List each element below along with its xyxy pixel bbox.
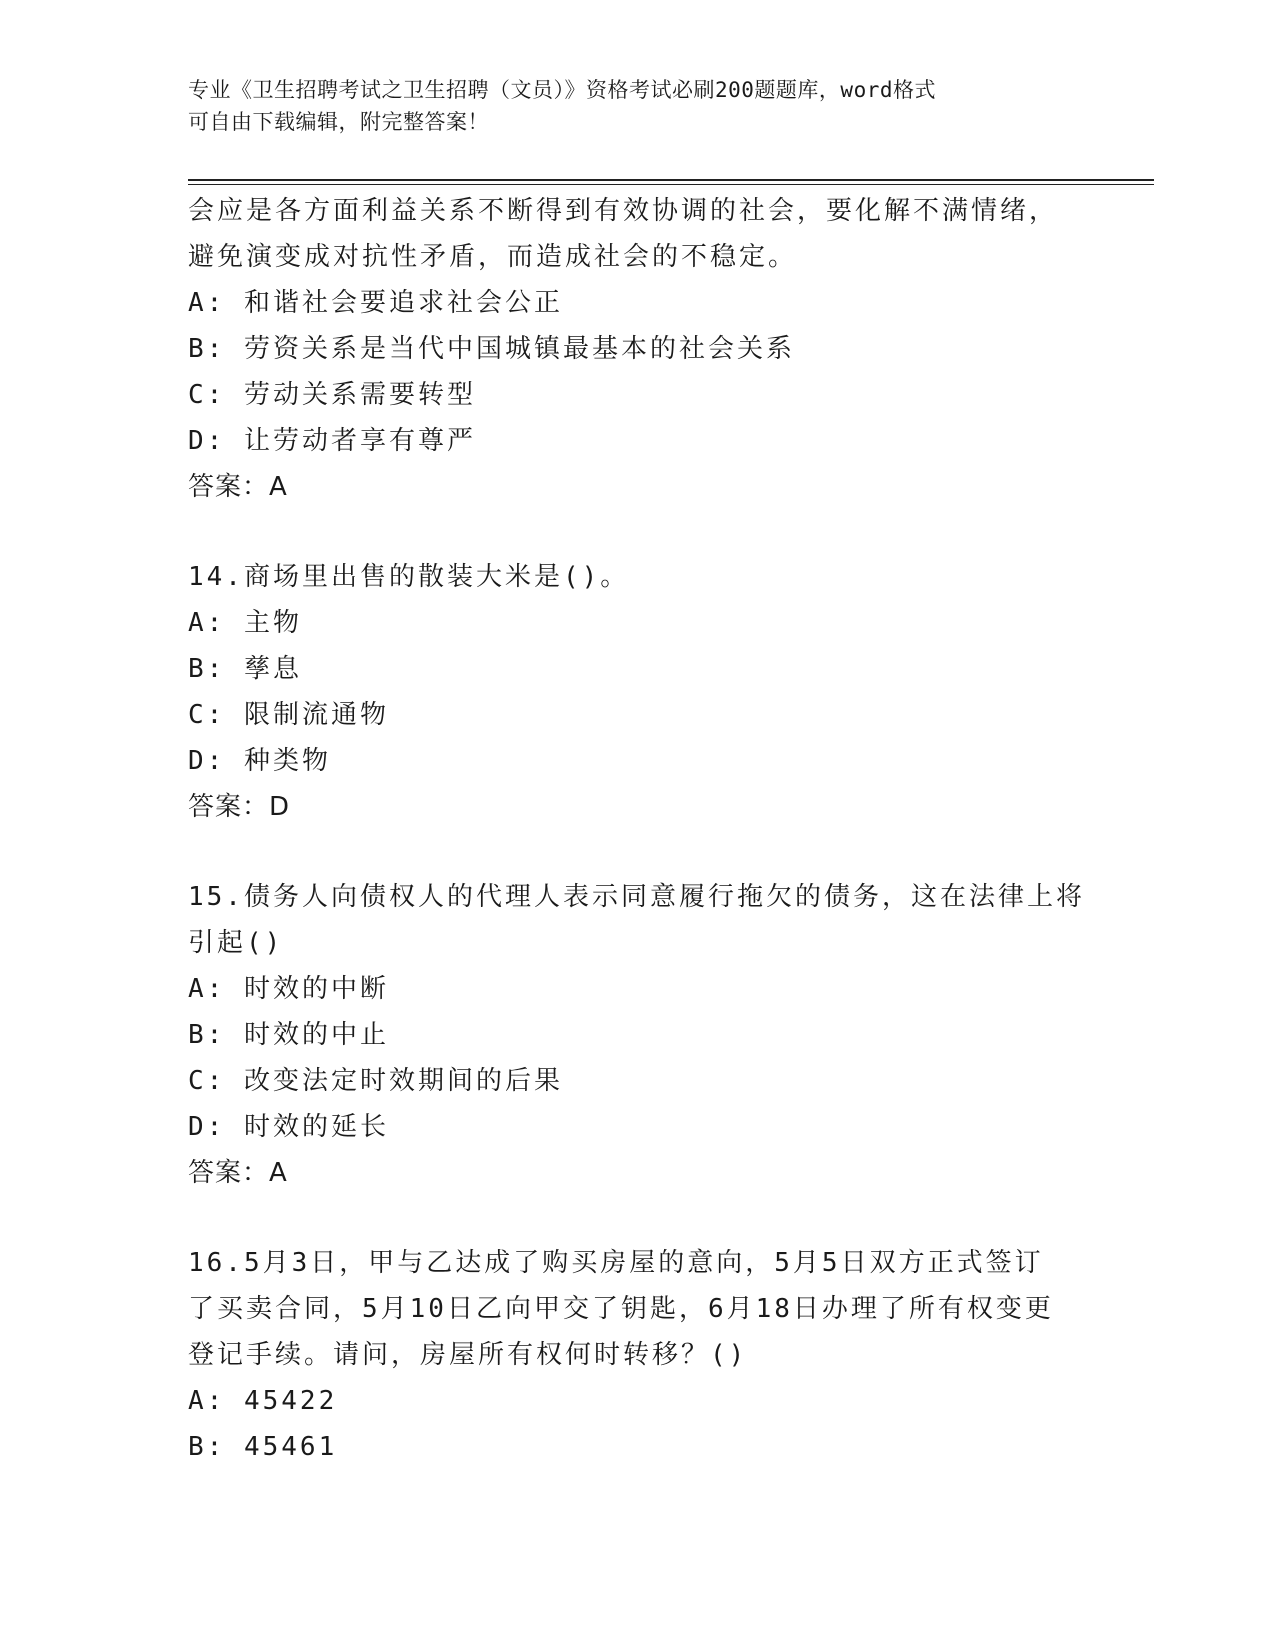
question-13 — [188, 188, 1088, 510]
spacer — [188, 510, 1088, 554]
option-d: D: 种类物 — [188, 746, 331, 776]
spacer — [188, 830, 1088, 874]
option-a: A: 主物 — [188, 608, 302, 638]
question-stem-line: 16.5月3日，甲与乙达成了购买房屋的意向，5月5日双方正式签订 — [188, 1248, 1044, 1278]
option-a: A: 和谐社会要追求社会公正 — [188, 288, 563, 318]
answer-line: 答案：A — [188, 1158, 288, 1188]
header-line-2: 可自由下载编辑，附完整答案！ — [188, 110, 489, 134]
option-d: D: 让劳动者享有尊严 — [188, 426, 476, 456]
question-stem-line: 了买卖合同，5月10日乙向甲交了钥匙，6月18日办理了所有权变更 — [188, 1294, 1054, 1324]
question-stem-line: 避免演变成对抗性矛盾，而造成社会的不稳定。 — [188, 242, 798, 272]
answer-line: 答案：D — [188, 792, 291, 822]
question-stem-line: 引起() — [188, 928, 284, 958]
header-rule-thin — [188, 184, 1154, 185]
answer-line: 答案：A — [188, 472, 288, 502]
option-b: B: 45461 — [188, 1432, 338, 1462]
question-list — [188, 188, 1088, 1470]
option-c: C: 限制流通物 — [188, 700, 389, 730]
option-c: C: 劳动关系需要转型 — [188, 380, 476, 410]
spacer — [188, 1196, 1088, 1240]
question-16 — [188, 1240, 1088, 1470]
question-stem-line: 14.商场里出售的散装大米是()。 — [188, 562, 630, 592]
option-b: B: 时效的中止 — [188, 1020, 389, 1050]
header-rule-thick — [188, 179, 1154, 181]
header-line-1: 专业《卫生招聘考试之卫生招聘（文员）》资格考试必刷200题题库，word格式 — [188, 78, 936, 102]
option-a: A: 45422 — [188, 1386, 338, 1416]
question-stem-line: 登记手续。请问，房屋所有权何时转移？() — [188, 1340, 748, 1370]
question-14 — [188, 554, 1088, 830]
option-d: D: 时效的延长 — [188, 1112, 389, 1142]
option-b: B: 孳息 — [188, 654, 302, 684]
question-stem-line: 15.债务人向债权人的代理人表示同意履行拖欠的债务，这在法律上将 — [188, 882, 1085, 912]
document-header — [188, 74, 1088, 138]
option-a: A: 时效的中断 — [188, 974, 389, 1004]
option-c: C: 改变法定时效期间的后果 — [188, 1066, 563, 1096]
question-stem-line: 会应是各方面利益关系不断得到有效协调的社会，要化解不满情绪， — [188, 196, 1059, 226]
question-15 — [188, 874, 1088, 1196]
option-b: B: 劳资关系是当代中国城镇最基本的社会关系 — [188, 334, 795, 364]
